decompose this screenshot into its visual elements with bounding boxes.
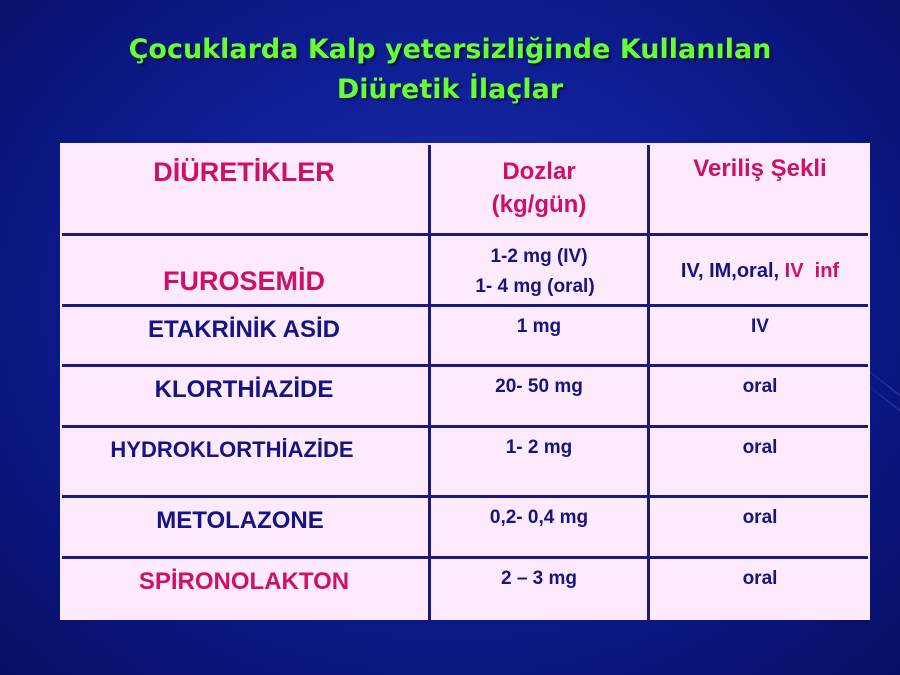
slide-title	[0, 30, 900, 110]
row-divider	[62, 233, 868, 236]
drug-name: METOLAZONE	[156, 507, 324, 534]
route-value: oral	[742, 568, 778, 589]
route-value: oral	[742, 376, 778, 397]
row-divider	[62, 425, 868, 428]
dose-value	[431, 242, 647, 302]
row-divider	[62, 304, 868, 307]
row-divider	[62, 495, 868, 498]
header-dose-line-1: Dozlar	[502, 158, 576, 185]
dose-value: 1- 2 mg	[505, 437, 573, 458]
dose-value: 2 – 3 mg	[500, 568, 578, 589]
route-value: oral	[742, 507, 778, 528]
dose-line-1: 1-2 mg (IV)	[490, 246, 588, 267]
slide-title-line-2: Diüretik İlaçlar	[336, 74, 564, 105]
route-accent-text: IV inf	[784, 260, 840, 282]
dose-value: 1 mg	[516, 316, 562, 337]
row-divider	[62, 556, 868, 559]
route-value: IV	[751, 316, 769, 337]
dose-value: 0,2- 0,4 mg	[489, 507, 589, 528]
route-value	[650, 260, 870, 283]
drug-name: KLORTHİAZİDE	[154, 376, 334, 403]
row-divider	[62, 364, 868, 367]
drug-name: FUROSEMİD	[163, 266, 325, 296]
drug-name: ETAKRİNİK ASİD	[148, 316, 340, 343]
diuretics-table	[60, 143, 870, 620]
dose-value: 20- 50 mg	[495, 376, 583, 397]
route-value: oral	[742, 437, 778, 458]
header-dose	[431, 155, 647, 221]
drug-name: HYDROKLORTHİAZİDE	[110, 437, 354, 462]
header-drugs: DİÜRETİKLER	[153, 157, 335, 187]
route-main-text: IV, IM,oral,	[680, 260, 780, 282]
slide-title-line-1: Çocuklarda Kalp yetersizliğinde Kullanılan	[128, 34, 772, 65]
drug-name: SPİRONOLAKTON	[138, 568, 350, 595]
dose-line-2: 1- 4 mg (oral)	[475, 276, 595, 297]
header-dose-line-2: (kg/gün)	[491, 191, 587, 218]
header-route: Veriliş Şekli	[693, 155, 827, 182]
